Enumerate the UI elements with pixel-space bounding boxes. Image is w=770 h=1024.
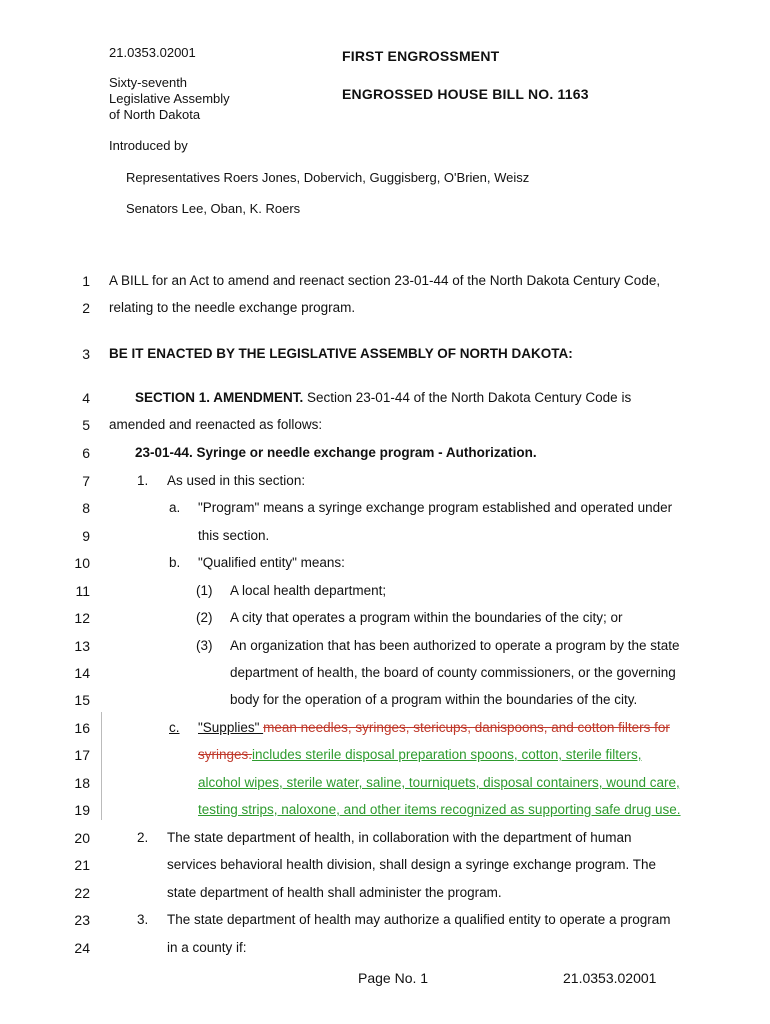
line-number: 15 (74, 692, 90, 708)
line-number: 24 (74, 940, 90, 956)
bill-text-line-8: "Program" means a syringe exchange program established and operated under (198, 500, 673, 515)
bill-text-line-7: As used in this section: (167, 473, 306, 488)
deleted-text: syringes. (198, 747, 253, 762)
line-number: 7 (82, 473, 90, 489)
deleted-text: mean needles, syringes, stericups, danispoons, and cotton filters for (263, 720, 670, 735)
item-number: 3. (137, 912, 149, 927)
bill-text-line-5: amended and reenacted as follows: (109, 417, 323, 432)
item-number: 1. (137, 473, 149, 488)
line-number: 9 (82, 528, 90, 544)
assembly-line-1: Sixty-seventh (109, 75, 188, 90)
inserted-text: testing strips, naloxone, and other items recognized as supporting safe drug use. (198, 802, 681, 817)
representatives: Representatives Roers Jones, Dobervich, Guggisberg, O'Brien, Weisz (126, 170, 530, 185)
bill-text-line-16 (198, 720, 670, 735)
bill-text-line-11: A local health department; (230, 583, 387, 598)
line-number: 20 (74, 830, 90, 846)
inserted-text: alcohol wipes, sterile water, saline, tourniquets, disposal containers, wound care, (198, 775, 680, 790)
section-text: Section 23-01-44 of the North Dakota Century Code is (303, 390, 632, 405)
enacting-clause: BE IT ENACTED BY THE LEGISLATIVE ASSEMBLY OF NORTH DAKOTA: (109, 346, 573, 361)
item-letter-inserted: c. (169, 720, 180, 735)
engrossment-title: FIRST ENGROSSMENT (342, 48, 500, 64)
item-letter: b. (169, 555, 181, 570)
line-number: 3 (82, 346, 90, 362)
statute-heading: 23-01-44. Syringe or needle exchange program - Authorization. (135, 445, 537, 460)
line-number: 2 (82, 300, 90, 316)
line-number: 17 (74, 747, 90, 763)
supplies-term: "Supplies" (198, 720, 264, 735)
line-number: 18 (74, 775, 90, 791)
line-number: 10 (74, 555, 90, 571)
line-number: 13 (74, 638, 90, 654)
bill-text-line-2: relating to the needle exchange program. (109, 300, 356, 315)
line-number: 1 (82, 273, 90, 289)
bill-text-line-13: An organization that has been authorized to operate a program by the state (230, 638, 680, 653)
line-number: 23 (74, 912, 90, 928)
assembly-line-3: of North Dakota (109, 107, 201, 122)
bill-text-line-15: body for the operation of a program within the boundaries of the city. (230, 692, 638, 707)
item-letter: a. (169, 500, 181, 515)
subitem-number: (3) (196, 638, 213, 653)
bill-text-line-1: A BILL for an Act to amend and reenact section 23-01-44 of the North Dakota Century Code, (109, 273, 661, 288)
bill-text-line-24: in a county if: (167, 940, 247, 955)
senators: Senators Lee, Oban, K. Roers (126, 201, 301, 216)
bill-text-line-22: state department of health shall administer the program. (167, 885, 502, 900)
section-label: SECTION 1. AMENDMENT. (135, 390, 304, 405)
line-number: 4 (82, 390, 90, 406)
footer-bill-id: 21.0353.02001 (563, 970, 657, 986)
line-number: 14 (74, 665, 90, 681)
line-number: 22 (74, 885, 90, 901)
bill-id-header: 21.0353.02001 (109, 45, 196, 60)
bill-text-line-21: services behavioral health division, shall design a syringe exchange program. The (167, 857, 657, 872)
line-number: 6 (82, 445, 90, 461)
line-number: 8 (82, 500, 90, 516)
line-number: 16 (74, 720, 90, 736)
bill-text-line-12: A city that operates a program within the boundaries of the city; or (230, 610, 623, 625)
bill-text-line-17 (198, 747, 641, 762)
bill-text-line-14: department of health, the board of county commissioners, or the governing (230, 665, 676, 680)
assembly-line-2: Legislative Assembly (109, 91, 230, 106)
page-number: Page No. 1 (358, 970, 429, 986)
line-number: 12 (74, 610, 90, 626)
subitem-number: (2) (196, 610, 213, 625)
bill-text-line-20: The state department of health, in collaboration with the department of human (167, 830, 632, 845)
inserted-text: includes sterile disposal preparation spoons, cotton, sterile filters, (252, 747, 642, 762)
line-number: 19 (74, 802, 90, 818)
item-number: 2. (137, 830, 149, 845)
line-number: 5 (82, 417, 90, 433)
section-heading (135, 390, 631, 405)
introduced-by: Introduced by (109, 138, 188, 153)
line-number: 11 (75, 583, 90, 599)
line-number: 21 (74, 857, 90, 873)
bill-text-line-9: this section. (198, 528, 270, 543)
change-bar (101, 712, 102, 820)
bill-text-line-10: "Qualified entity" means: (198, 555, 345, 570)
bill-title: ENGROSSED HOUSE BILL NO. 1163 (342, 86, 589, 102)
bill-text-line-23: The state department of health may authorize a qualified entity to operate a program (167, 912, 671, 927)
subitem-number: (1) (196, 583, 213, 598)
